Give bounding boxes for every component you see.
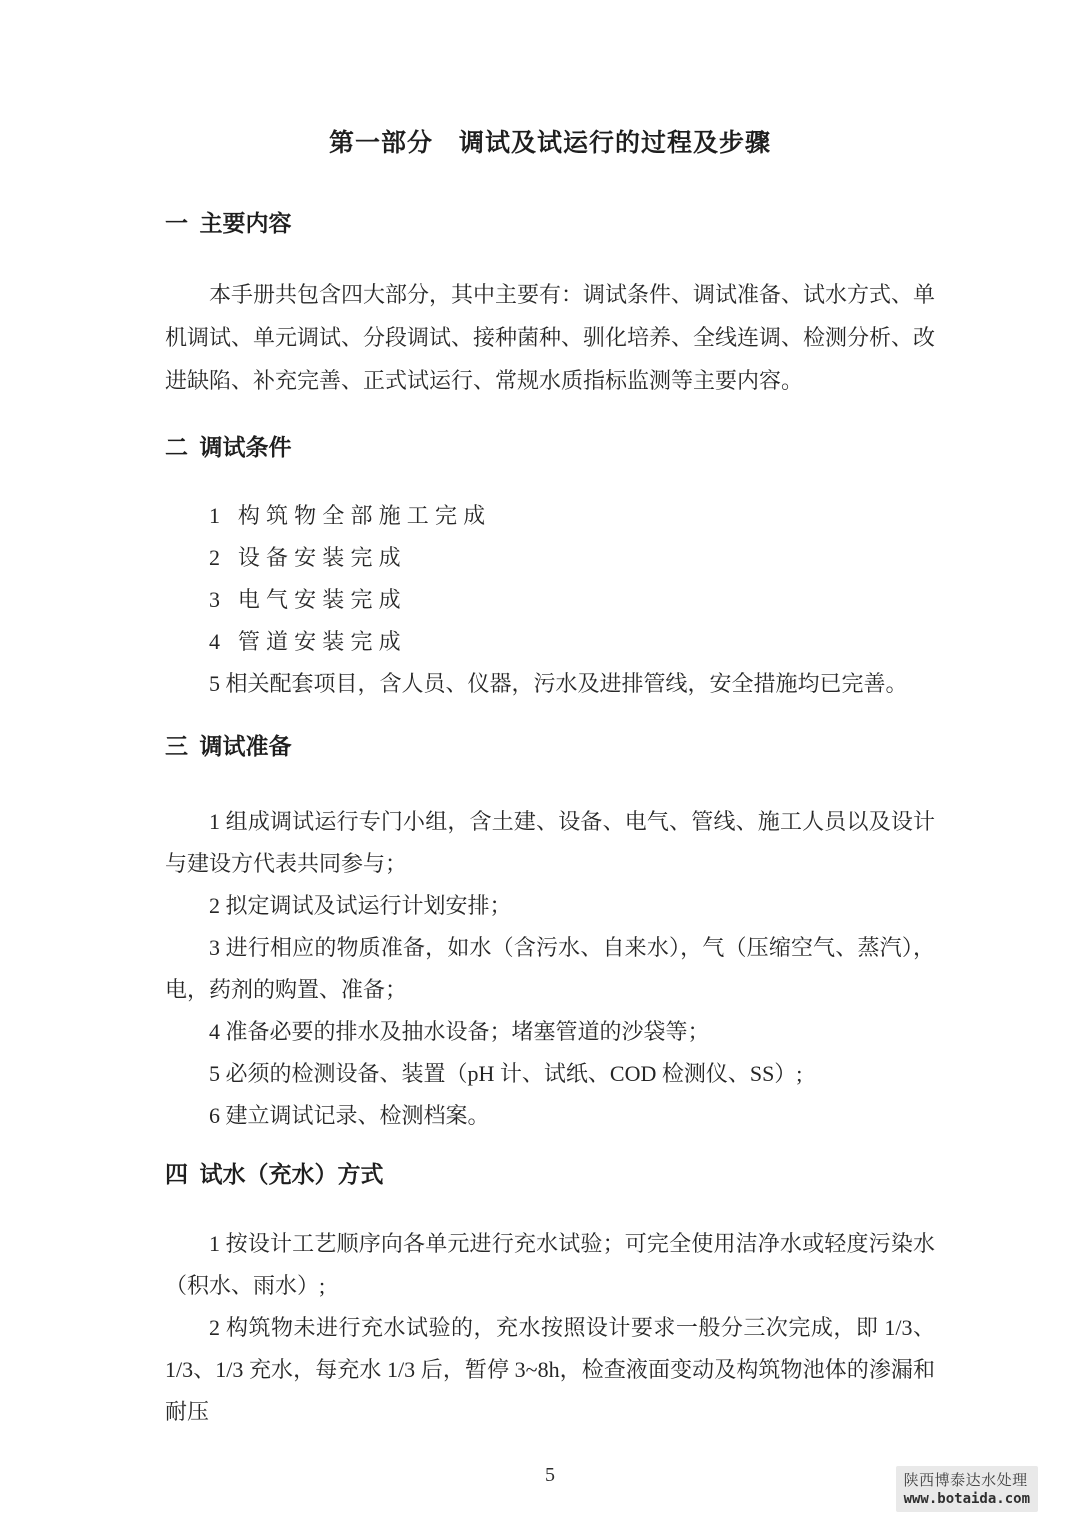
list-item: 1 组成调试运行专门小组，含土建、设备、电气、管线、施工人员以及设计与建设方代表共同参与；	[165, 809, 935, 876]
list-item: 3 进行相应的物质准备，如水（含污水、自来水），气（压缩空气、蒸汽），电，药剂的购置、准备；	[165, 935, 935, 1002]
list-item: 3 电气安装完成	[209, 587, 407, 612]
list-item: 1 按设计工艺顺序向各单元进行充水试验；可完全使用洁净水或轻度污染水（积水、雨水）;	[165, 1231, 935, 1298]
section-paragraph: 本手册共包含四大部分，其中主要有：调试条件、调试准备、试水方式、单机调试、单元调试、分段调试、接种菌种、驯化培养、全线连调、检测分析、改进缺陷、补充完善、正式试运行、常规水质指标监测等主要内容。	[165, 282, 936, 393]
list-item: 2 拟定调试及试运行计划安排；	[209, 893, 512, 918]
page-number: 5	[545, 1464, 555, 1486]
page-content	[165, 0, 935, 1489]
list-item: 5 相关配套项目，含人员、仪器，污水及进排管线，安全措施均已完善。	[209, 671, 908, 696]
watermark-company-name: 陕西博泰达水处理	[903, 1472, 1028, 1489]
section-main-content	[165, 208, 935, 402]
list-item: 4 准备必要的排水及抽水设备；堵塞管道的沙袋等；	[209, 1019, 710, 1044]
section-commissioning-preparation	[165, 731, 935, 1137]
list-item: 4 管道安装完成	[209, 629, 407, 654]
list-item: 1 构筑物全部施工完成	[209, 503, 492, 528]
item-list	[165, 1223, 935, 1433]
section-heading: 四 试水（充水）方式	[165, 1162, 384, 1187]
section-heading: 一 主要内容	[165, 211, 292, 236]
page-title: 第一部分 调试及试运行的过程及步骤	[328, 130, 771, 157]
section-commissioning-conditions	[165, 432, 935, 705]
list-item: 5 必须的检测设备、装置（pH 计、试纸、COD 检测仪、SS）;	[209, 1061, 803, 1086]
item-list	[165, 495, 935, 705]
section-heading: 二 调试条件	[165, 435, 292, 460]
watermark-url: www.botaida.com	[903, 1491, 1030, 1507]
list-item: 6 建立调试记录、检测档案。	[209, 1103, 490, 1128]
watermark	[896, 1466, 1038, 1512]
item-list	[165, 801, 935, 1137]
section-water-filling-method	[165, 1159, 935, 1433]
section-heading: 三 调试准备	[165, 734, 292, 759]
list-item: 2 构筑物未进行充水试验的，充水按照设计要求一般分三次完成，即 1/3、1/3、1/3 充水，每充水 1/3 后，暂停 3~8h，检查液面变动及构筑物池体的渗漏和耐压	[165, 1315, 935, 1424]
list-item: 2 设备安装完成	[209, 545, 407, 570]
